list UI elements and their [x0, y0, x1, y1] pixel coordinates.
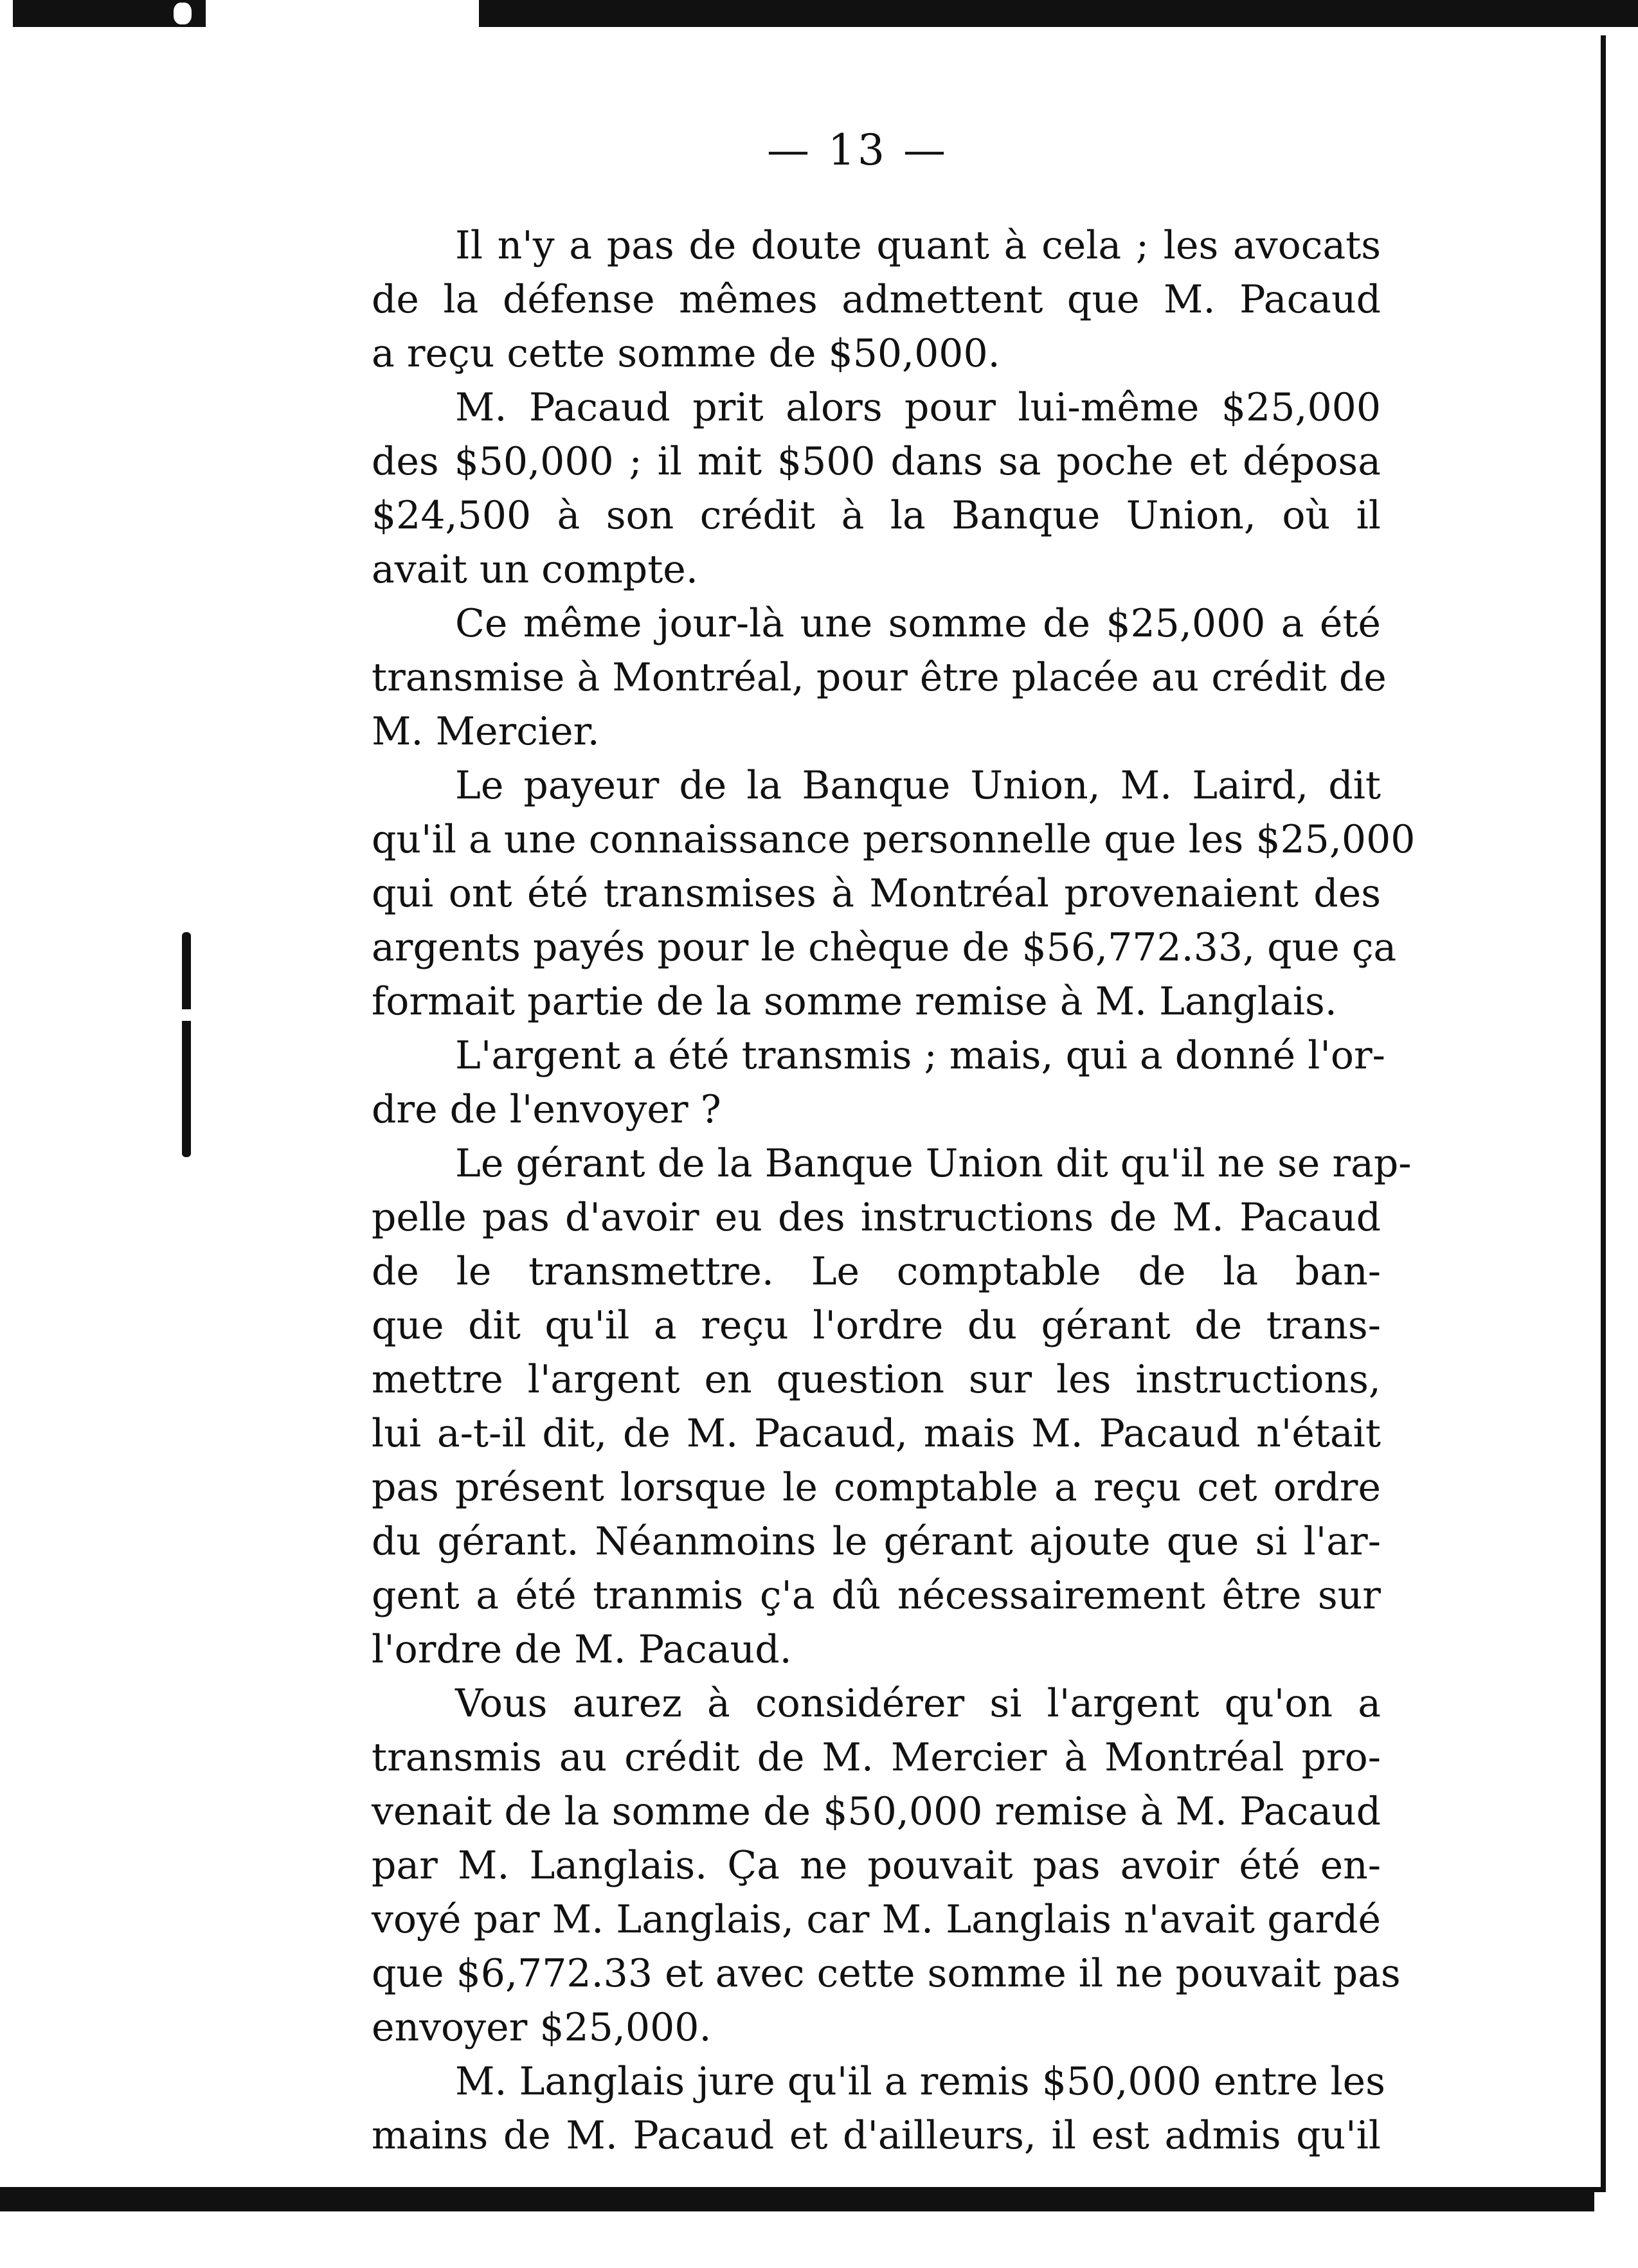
scan-border-right: [479, 0, 1638, 27]
paragraph: [372, 597, 1387, 759]
text-line: des $50,000 ; il mit $500 dans sa poche et déposa: [372, 439, 1381, 484]
text-line: M. Pacaud prit alors pour lui-même $25,000: [455, 385, 1381, 430]
text-line: pelle pas d'avoir eu des instructions de M. Pacaud: [372, 1195, 1381, 1240]
text-line: Il n'y a pas de doute quant à cela ; les avocats: [455, 223, 1381, 268]
paragraph: [372, 1677, 1401, 2055]
text-line: transmis au crédit de M. Mercier à Montréal pro-: [372, 1735, 1381, 1780]
text-line: voyé par M. Langlais, car M. Langlais n'avait gardé: [372, 1897, 1381, 1942]
text-line: argents payés pour le chèque de $56,772.33, que ça: [372, 925, 1397, 970]
text-line: $24,500 à son crédit à la Banque Union, où il: [372, 493, 1381, 538]
paragraph: [372, 2055, 1385, 2163]
text-line: par M. Langlais. Ça ne pouvait pas avoir été en-: [372, 1843, 1381, 1888]
text-line: qui ont été transmises à Montréal provenaient des: [372, 871, 1381, 916]
page-number: — 13 —: [767, 125, 948, 175]
text-line: a reçu cette somme de $50,000.: [372, 331, 1000, 376]
text-line: l'ordre de M. Pacaud.: [372, 1627, 792, 1672]
binding-stroke: [182, 932, 191, 1157]
page-bottom-edge: [0, 2192, 1594, 2211]
paragraph: [372, 759, 1416, 1029]
text-line: transmise à Montréal, pour être placée au crédit de: [372, 655, 1387, 700]
text-line: du gérant. Néanmoins le gérant ajoute que si l'ar-: [372, 1519, 1381, 1564]
text-line: L'argent a été transmis ; mais, qui a donné l'or-: [455, 1033, 1385, 1078]
text-line: de le transmettre. Le comptable de la ban-: [372, 1249, 1381, 1294]
paragraph: [372, 1137, 1412, 1677]
text-line: venait de la somme de $50,000 remise à M. Pacaud: [372, 1789, 1381, 1834]
text-line: M. Mercier.: [372, 709, 600, 754]
top-scan-border: [0, 0, 1638, 27]
text-line: mains de M. Pacaud et d'ailleurs, il est admis qu'il: [372, 2113, 1381, 2158]
body-text: [372, 219, 1416, 2163]
text-line: de la défense mêmes admettent que M. Pacaud: [372, 277, 1381, 322]
text-line: Vous aurez à considérer si l'argent qu'on a: [455, 1681, 1381, 1726]
text-line: dre de l'envoyer ?: [372, 1087, 721, 1132]
text-line: M. Langlais jure qu'il a remis $50,000 entre les: [455, 2059, 1385, 2104]
paragraph: [372, 1029, 1385, 1137]
text-line: envoyer $25,000.: [372, 2005, 712, 2050]
text-line: gent a été tranmis ç'a dû nécessairement être sur: [372, 1573, 1381, 1618]
text-line: mettre l'argent en question sur les instructions,: [372, 1357, 1381, 1402]
text-line: avait un compte.: [372, 547, 698, 592]
paragraph: [372, 381, 1381, 597]
text-line: Le gérant de la Banque Union dit qu'il ne se rap-: [455, 1141, 1412, 1186]
text-line: que $6,772.33 et avec cette somme il ne pouvait pas: [372, 1951, 1401, 1996]
paragraph: [372, 219, 1381, 381]
scan-border-notch: [174, 3, 192, 24]
text-line: Le payeur de la Banque Union, M. Laird, dit: [455, 763, 1381, 808]
text-line: pas présent lorsque le comptable a reçu cet ordre: [372, 1465, 1381, 1510]
text-line: Ce même jour-là une somme de $25,000 a été: [455, 601, 1381, 646]
text-line: formait partie de la somme remise à M. Langlais.: [372, 979, 1337, 1024]
text-line: que dit qu'il a reçu l'ordre du gérant de trans-: [372, 1303, 1381, 1348]
text-line: qu'il a une connaissance personnelle que les $25,000: [372, 817, 1416, 862]
binding-mark: [177, 919, 199, 1170]
text-line: lui a-t-il dit, de M. Pacaud, mais M. Pacaud n'était: [372, 1411, 1381, 1456]
binding-stroke-gap: [179, 1009, 195, 1021]
